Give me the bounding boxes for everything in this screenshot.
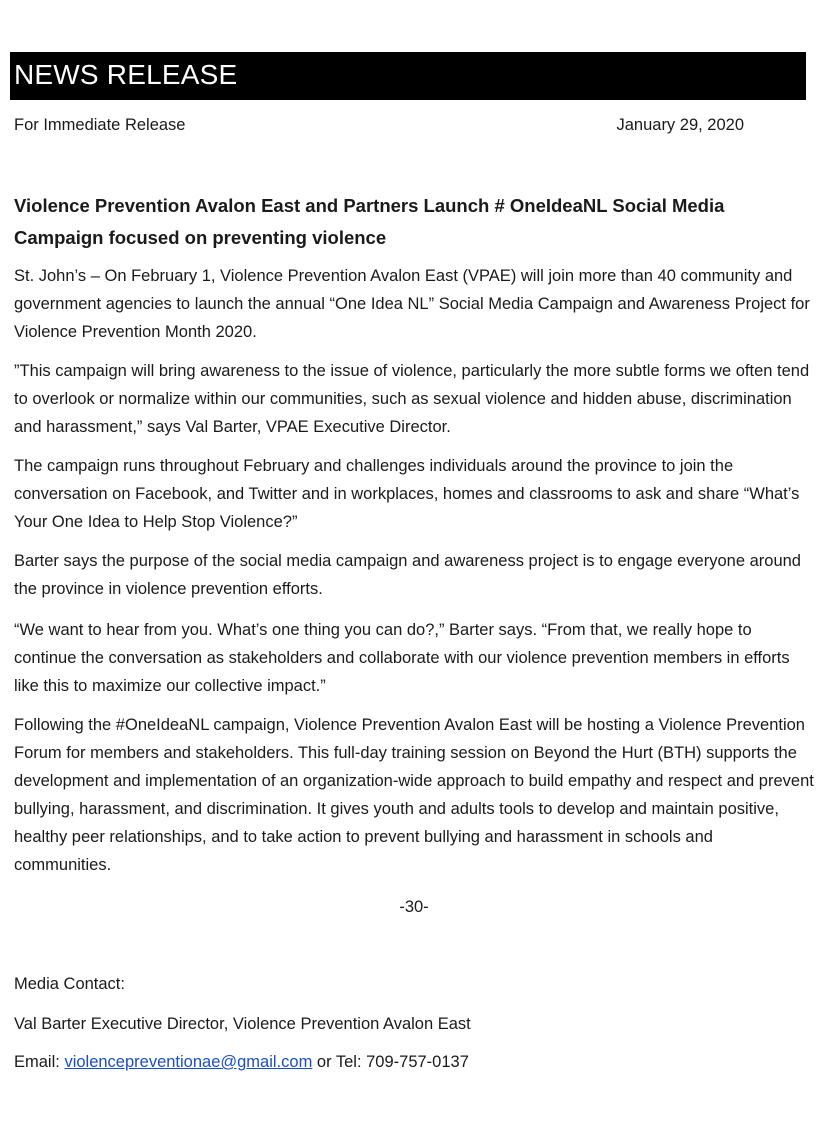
end-mark: -30- bbox=[399, 898, 429, 916]
body-paragraph-6: Following the #OneIdeaNL campaign, Violence Prevention Avalon East will be hosting a Violence Prevention Forum for members and stakeholders. This full-day training session on Beyond the Hurt (BTH) supports the development and implementation of an organization-wide approach to build empathy and respect and prevent bullying, harassment, and discrimination. It gives youth and adults tools to develop and maintain positive, healthy peer relationships, and to take action to prevent bullying and harassment in schools and communities. bbox=[14, 716, 814, 874]
release-type: For Immediate Release bbox=[14, 116, 186, 134]
media-contact-label: Media Contact: bbox=[14, 975, 125, 993]
email-link[interactable]: violencepreventionae@gmail.com bbox=[64, 1053, 313, 1071]
headline: Violence Prevention Avalon East and Partners Launch # OneIdeaNL Social Media Campaign focused on preventing violence bbox=[14, 195, 725, 248]
media-contact-name: Val Barter Executive Director, Violence Prevention Avalon East bbox=[14, 1015, 471, 1033]
email-prefix: Email: bbox=[14, 1053, 65, 1071]
tel-text: or Tel: 709-757-0137 bbox=[312, 1053, 469, 1071]
release-date: January 29, 2020 bbox=[616, 116, 744, 134]
media-contact-email-line bbox=[14, 1051, 469, 1073]
body-paragraph-2: ”This campaign will bring awareness to the issue of violence, particularly the more subtle forms we often tend to overlook or normalize within our communities, such as sexual violence and hidden abuse, discrimination and harassment,” says Val Barter, VPAE Executive Director. bbox=[14, 362, 810, 436]
body-paragraph-4: Barter says the purpose of the social media campaign and awareness project is to engage everyone around the province in violence prevention efforts. bbox=[14, 552, 801, 598]
body-paragraph-1: St. John’s – On February 1, Violence Prevention Avalon East (VPAE) will join more than 40 community and government agencies to launch the annual “One Idea NL” Social Media Campaign and Awareness Project for Violence Prevention Month 2020. bbox=[14, 267, 810, 341]
banner-title: NEWS RELEASE bbox=[14, 59, 238, 90]
body-paragraph-3: The campaign runs throughout February and challenges individuals around the province to join the conversation on Facebook, and Twitter and in workplaces, homes and classrooms to ask and share “What’s Your One Idea to Help Stop Violence?” bbox=[14, 457, 800, 531]
news-release-banner bbox=[10, 52, 806, 100]
body-paragraph-5: “We want to hear from you. What’s one thing you can do?,” Barter says. “From that, we really hope to continue the conversation as stakeholders and collaborate with our violence prevention members in efforts like this to maximize our collective impact.” bbox=[14, 621, 790, 695]
